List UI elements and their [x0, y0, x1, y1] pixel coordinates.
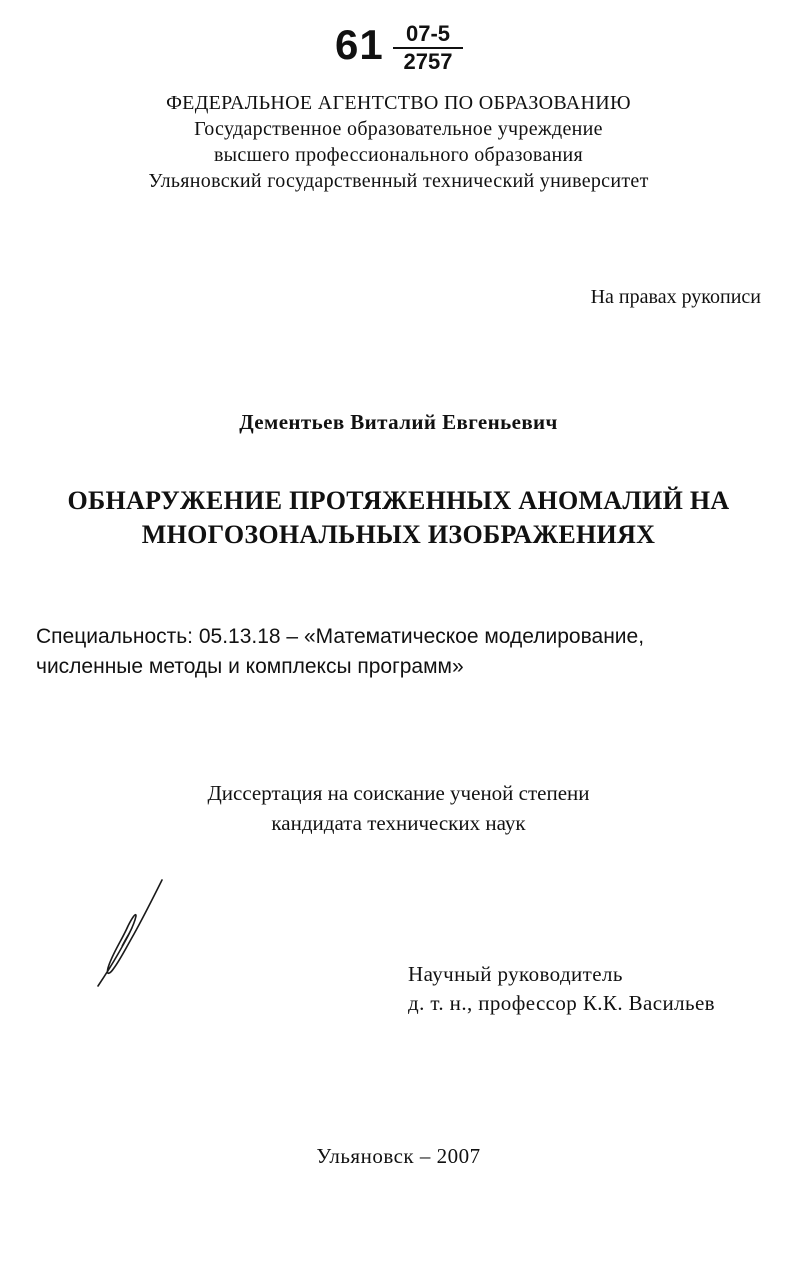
library-stamp — [335, 16, 465, 78]
stamp-fraction — [393, 22, 463, 74]
stamp-prefix: 61 — [335, 21, 384, 68]
manuscript-note: На правах рукописи — [590, 286, 761, 308]
place-and-year — [0, 1142, 797, 1170]
handwritten-signature — [92, 876, 172, 988]
supervisor-block — [408, 960, 788, 1018]
stamp-numerator: 07-5 — [405, 21, 451, 46]
dissertation-title — [0, 484, 797, 552]
institution-line-1: Государственное образовательное учреждение — [194, 118, 603, 140]
degree-line-1: Диссертация на соискание ученой степени — [207, 781, 590, 805]
supervisor-name: д. т. н., профессор К.К. Васильев — [408, 991, 715, 1015]
institution-line-2: высшего профессионального образования — [213, 144, 584, 166]
degree-block — [0, 778, 797, 838]
title-line-1: ОБНАРУЖЕНИЕ ПРОТЯЖЕННЫХ АНОМАЛИЙ НА — [67, 486, 730, 515]
speciality-block — [36, 622, 756, 682]
speciality-line-1: Специальность: 05.13.18 – «Математическое моделирование, — [36, 625, 645, 648]
speciality-line-2: численные методы и комплексы программ» — [36, 655, 464, 678]
supervisor-role: Научный руководитель — [408, 962, 623, 986]
degree-line-2: кандидата технических наук — [271, 811, 526, 835]
institution-header — [0, 90, 797, 194]
agency-name: ФЕДЕРАЛЬНОЕ АГЕНТСТВО ПО ОБРАЗОВАНИЮ — [166, 92, 631, 114]
stamp-denominator: 2757 — [403, 49, 453, 74]
place-year-text: Ульяновск – 2007 — [316, 1144, 481, 1168]
author-name: Дементьев Виталий Евгеньевич — [239, 410, 558, 434]
university-name: Ульяновский государственный технический университет — [148, 170, 649, 192]
title-line-2: МНОГОЗОНАЛЬНЫХ ИЗОБРАЖЕНИЯХ — [141, 520, 656, 549]
